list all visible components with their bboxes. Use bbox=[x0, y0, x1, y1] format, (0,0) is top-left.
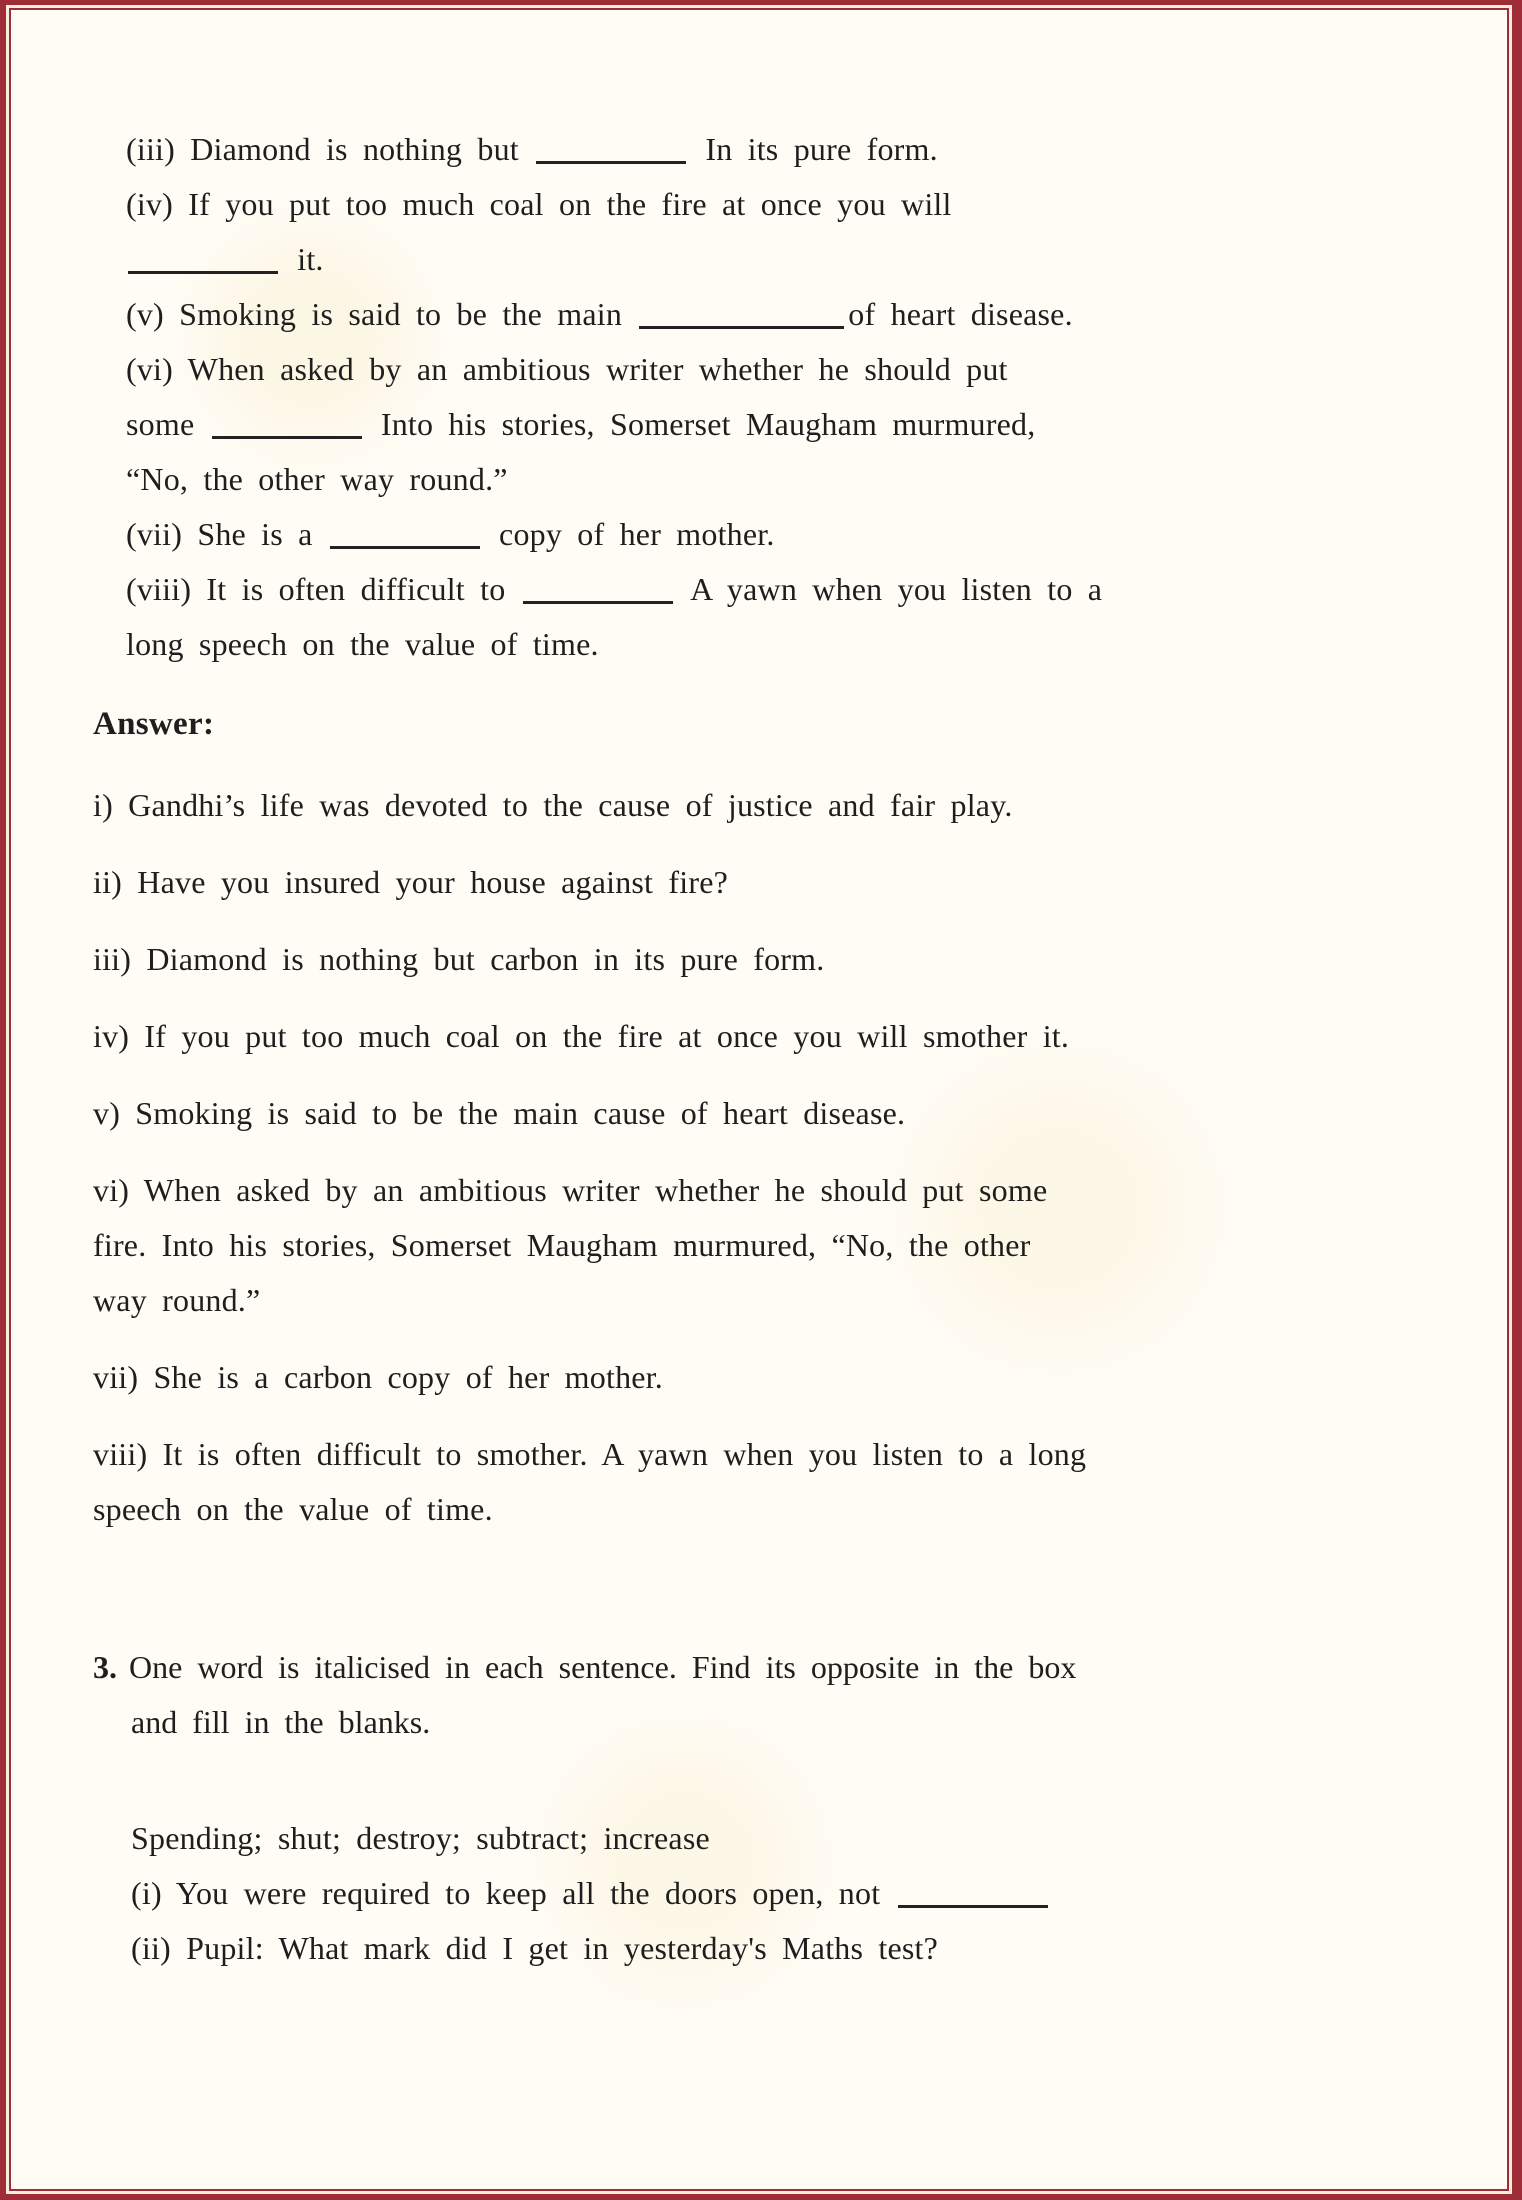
exercise-item-vii: (vii) She is a copy of her mother. bbox=[126, 516, 775, 552]
exercise-item-v: (v) Smoking is said to be the main of heart disease. bbox=[126, 296, 1073, 332]
exercise-item-viii: (viii) It is often difficult to A yawn when you listen to a long speech on the value of time. bbox=[126, 571, 1103, 662]
answer-heading: Answer: bbox=[93, 706, 215, 742]
word-box: Spending; shut; destroy; subtract; increase bbox=[131, 1820, 710, 1856]
fill-in-blank bbox=[898, 1882, 1048, 1908]
question-3-prompt bbox=[93, 1640, 1467, 1750]
exercise-2-fill-in-items bbox=[126, 122, 1467, 672]
fill-in-blank bbox=[212, 413, 362, 439]
answer-item-ii: ii) Have you insured your house against fire? bbox=[93, 864, 728, 900]
answer-item-i: i) Gandhi’s life was devoted to the cause of justice and fair play. bbox=[93, 787, 1013, 823]
fill-in-blank bbox=[523, 578, 673, 604]
fill-in-blank bbox=[128, 248, 278, 274]
answer-item-iii: iii) Diamond is nothing but carbon in its pure form. bbox=[93, 941, 825, 977]
fill-in-blank bbox=[639, 303, 844, 329]
answer-item-viii: viii) It is often difficult to smother. A yawn when you listen to a long speech on the value of time. bbox=[93, 1436, 1087, 1527]
question-3-number: 3. bbox=[93, 1649, 117, 1685]
question-3-item-ii: (ii) Pupil: What mark did I get in yesterday's Maths test? bbox=[131, 1930, 939, 1966]
exercise-item-iv: (iv) If you put too much coal on the fire at once you will it. bbox=[126, 186, 952, 277]
fill-in-blank bbox=[536, 138, 686, 164]
exercise-item-vi: (vi) When asked by an ambitious writer whether he should put some Into his stories, Somerset Maugham murmured, “No, the other way round.” bbox=[126, 351, 1036, 497]
question-3 bbox=[93, 1640, 1467, 1976]
answer-item-v: v) Smoking is said to be the main cause of heart disease. bbox=[93, 1095, 906, 1131]
answer-item-vi: vi) When asked by an ambitious writer whether he should put some fire. Into his stories, Somerset Maugham murmured, “No, the other way round.” bbox=[93, 1172, 1048, 1318]
question-3-body bbox=[131, 1811, 1467, 1976]
exercise-item-iii: (iii) Diamond is nothing but In its pure form. bbox=[126, 131, 938, 167]
fill-in-blank bbox=[330, 523, 480, 549]
answer-list bbox=[93, 778, 1467, 1537]
question-3-prompt-text: One word is italicised in each sentence. Find its opposite in the box and fill in the blanks. bbox=[129, 1649, 1077, 1740]
answer-item-iv: iv) If you put too much coal on the fire at once you will smother it. bbox=[93, 1018, 1070, 1054]
paper bbox=[9, 8, 1509, 2191]
question-3-item-i: (i) You were required to keep all the doors open, not bbox=[131, 1866, 1467, 1921]
answer-item-vii: vii) She is a carbon copy of her mother. bbox=[93, 1359, 663, 1395]
